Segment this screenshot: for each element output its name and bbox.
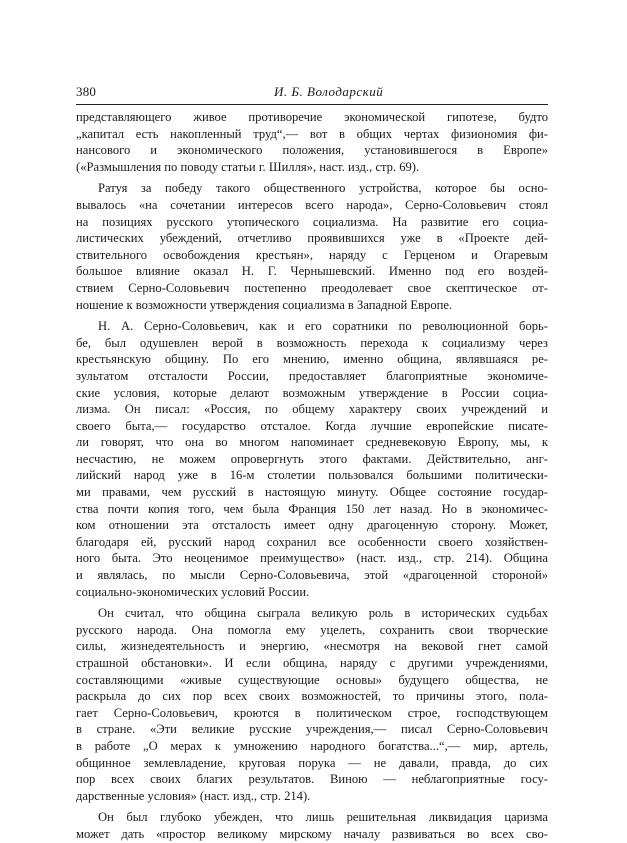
- text-line: Ратуя за победу такого общественного устройства, которое бы осно-: [98, 181, 548, 196]
- body-text: [76, 109, 548, 843]
- text-line: „капитал есть накопленный труд“,— вот в общих чертах физиономия фи-: [76, 126, 548, 141]
- paragraph: [76, 109, 548, 175]
- text-line: в стране. «Эти великие русские учреждения,— писал Серно-Соловьевич: [76, 722, 548, 737]
- text-line: гает Серно-Соловьевич, кроются в политическом строе, господствующем: [76, 705, 548, 720]
- text-line: большое влияние оказал Н. Г. Чернышевский. Именно под его воздей-: [76, 264, 548, 279]
- text-line: ли говорят, что она во многом напоминает средневековую Европу, мы, к: [76, 435, 548, 450]
- text-line: ного быта. Это неоценимое преимущество» (наст. изд., стр. 214). Община: [76, 551, 548, 566]
- text-line: бе, был одушевлен верой в возможность перехода к социализму через: [76, 335, 548, 350]
- text-line: ком отношении эта отсталость имеет одну драгоценную сторону. Может,: [76, 518, 548, 533]
- page-number: 380: [76, 84, 97, 99]
- text-line: ские условия, которые делают возможным утверждение в России социа-: [76, 385, 548, 400]
- paragraph: [76, 313, 548, 600]
- text-line: социально-экономических условий России.: [76, 584, 310, 599]
- text-line: крестьянскую общину. По его мнению, именно община, являвшаяся ре-: [76, 352, 548, 367]
- text-line: нансового и экономического положения, установившегося в Европе»: [76, 143, 548, 158]
- text-line: раскрыла до сих пор всех своих возможностей, то причины этого, пола-: [76, 689, 548, 704]
- text-line: Он считал, что община сыграла великую роль в исторических судьбах: [98, 606, 548, 621]
- text-line: ства почти копия того, чем была Франция 150 лет назад. Но в экономичес-: [76, 501, 548, 516]
- text-line: русского народа. Она помогла ему уцелеть, сохранить свои творческие: [76, 622, 548, 637]
- text-line: страшной обстановки». И если община, наряду с другими учреждениями,: [76, 656, 548, 670]
- text-line: пор всех своих благих результатов. Виною — неблагоприятные госу-: [76, 772, 548, 787]
- text-line: своего быта,— государство отсталое. Когда лучшие европейские писате-: [76, 418, 548, 433]
- text-line: ми правами, чем русский в настоящую минуту. Общее состояние государ-: [76, 485, 548, 500]
- paragraph: [76, 175, 548, 313]
- page-header: [76, 82, 548, 104]
- paragraph: [76, 600, 548, 804]
- text-line: несчастию, не можем опровергнуть этого фактами. Действительно, анг-: [76, 451, 548, 466]
- text-line: может дать «простор великому мирскому началу развиваться во всех сво-: [76, 826, 548, 841]
- paragraph: [76, 804, 548, 842]
- text-line: составляющими «живые существующие основы» будущего общества, не: [76, 672, 548, 687]
- text-line: дарственные условия» (наст. изд., стр. 214).: [76, 788, 311, 803]
- text-line: Н. А. Серно-Соловьевич, как и его соратники по революционной борь-: [98, 319, 548, 334]
- header-rule: [76, 104, 548, 105]
- text-line: в работе „О мерах к умножению народного богатства...“,— мир, артель,: [76, 738, 548, 753]
- text-line: ношение к возможности утверждения социализма в Западной Европе.: [76, 297, 453, 312]
- text-line: лийский народ уже в 16-м столетии пользовался большими политически-: [76, 468, 548, 483]
- text-line: благодаря ей, русский народ сохранил все особенности своего хозяйствен-: [76, 534, 548, 549]
- text-line: силы, жизнедеятельность и энергию, «несмотря на вековой гнет самой: [76, 639, 548, 654]
- text-line: общинное землевладение, круговая порука — не давали, правда, до сих: [76, 755, 548, 770]
- text-line: ствительного освобождения крестьян», наряду с Герценом и Огаревым: [76, 247, 548, 262]
- text-line: лизма. Он писал: «Россия, по общему характеру своих учреждений и: [76, 402, 548, 417]
- running-title: И. Б. Володарский: [274, 84, 384, 99]
- text-line: Он был глубоко убежден, что лишь решительная ликвидация царизма: [98, 810, 548, 825]
- text-line: зультатом отсталости России, предоставляет благоприятные экономиче-: [76, 368, 548, 383]
- text-line: листических убеждений, отчетливо проявившихся уже в «Проекте дей-: [76, 231, 548, 246]
- text-line: вывалось «на сочетании интересов всего народа», Серно-Соловьевич стоял: [76, 197, 548, 212]
- text-line: на позициях русского утопического социализма. На развитие его социа-: [76, 214, 548, 229]
- text-line: и являлась, по мысли Серно-Соловьевича, этой «драгоценной стороной»: [76, 568, 548, 583]
- text-line: («Размышления по поводу статьи г. Шилля», наст. изд., стр. 69).: [76, 159, 420, 174]
- text-line: представляющего живое противоречие экономической гипотезе, будто: [76, 110, 548, 124]
- text-line: ствием Серно-Соловьевич постепенно преодолевает свое скептическое от-: [76, 280, 548, 295]
